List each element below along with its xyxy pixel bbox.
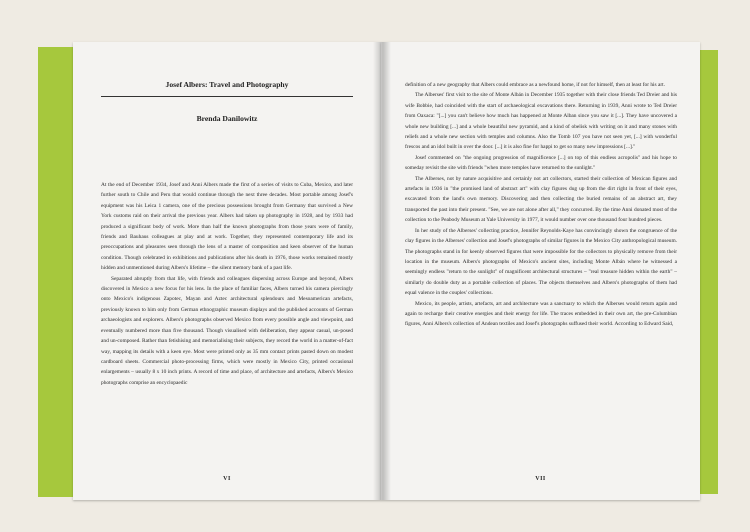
book-cover-edge-left: [38, 47, 76, 497]
paragraph: Separated abruptly from that life, with friends and colleagues dispersing across Europe and beyond, Albers discovered in Mexico a new focus for his lens. In the place of familiar faces, Albers turned his camera piercingly onto Mexico's indigenous Zapotec, Mayan and Aztec architectural splendours and Mesoamerican artefacts, previously known to him only from German ethnographic museum displays and the published accounts of German archaeologists and explorers. Albers's photographs observed Mexico from every possible angle and viewpoint, and eventually numbered more than five thousand. Though visualised with deliberation, they appear casual, un-posed and un-composed. Rather than fetishising and memorialising their subjects, they record the world in a matter-of-fact way, mapping its details with a keen eye. Most were printed only as 35 mm contact prints pasted down on modest cardboard sheets. Commercial photo-processing firms, which were mostly in Mexico City, printed occasional enlargements – usually 8 x 10 inch prints. A record of time and place, of architecture and artefacts, Albers's Mexico photographs comprise an encyclopaedic: [101, 275, 353, 386]
left-page: [73, 42, 381, 500]
right-page-text: [405, 80, 677, 330]
left-page-text: [101, 180, 353, 388]
paragraph: At the end of December 1934, Josef and Anni Albers made the first of a series of visits to Cuba, Mexico, and later further south to Chile and Peru that would continue through the next three decades. Most portable among Josef's equipment was his Leica 1 camera, one of the precious possessions brought from Germany that survived a New York customs raid on their arrival the previous year. Albers had taken up photography in 1928, and by 1933 had produced a significant body of work. More than half the known photographs from those years were of family, friends and Bauhaus colleagues at play and at work. Together, they represented contemporary life and its preoccupations and pleasures seen through the lens of a master of composition and keen observer of the human condition. Though celebrated in exhibitions and publications after his death in 1976, those works remained mostly hidden and unmentioned during Albers's lifetime – the silent memory bank of a past life.: [101, 182, 353, 272]
paragraph: The Alberses, not by nature acquisitive and certainly not art collectors, started their collection of Mexican figures and artefacts in 1936 in "the promised land of abstract art" with clay figures dug up from the dirt right in front of their eyes, excavated from the land's own memory. Discovering and then collecting the buried remains of an abstract art, they transported the past into their present. "See, we are not alone after all," they concurred. By the time Anni donated most of the collection to the Peabody Museum at Yale University in 1977, it would number over one thousand four hundred pieces.: [405, 175, 677, 224]
page-number-left: VI: [223, 476, 231, 482]
paragraph: Mexico, its people, artists, artefacts, art and architecture was a sanctuary to which the Alberses would return again and again to recharge their creative energies and their energy for life. The traces embedded in their own art, the pre-Columbian figures, Anni Albers's collection of Andean textiles and Josef's photographs suffused their world. According to Edward Said,: [405, 300, 677, 328]
paragraph: Josef commented on "the ongoing progression of magnificence [...] on top of this endless acropolis" and his hope to someday revisit the site with friends "when more temples have returned to the sunlight.": [405, 154, 677, 172]
chapter-title: Josef Albers: Travel and Photography: [165, 80, 289, 89]
title-rule: [101, 96, 353, 97]
paragraph: definition of a new geography that Albers could embrace as a newfound home, if not for himself, then at least for his art.: [405, 82, 666, 88]
book-spine-shadow: [373, 42, 391, 500]
page-number-right: VII: [535, 476, 546, 482]
right-page: [381, 42, 700, 500]
paragraph: The Alberses' first visit to the site of Monte Albán in December 1935 together with their close friends Ted Dreier and his wife Bobbie, had coincided with the start of archaeological excavations there. Returning in 1939, Anni wrote to Ted Dreier from Oaxaca: "[...] you can't believe how much has happened at Monte Alban since you saw it [...]. They have uncovered a whole new building [...] and a whole beautiful new pyramid, and a kind of obelisk with writing on it and many stones with reliefs and a whole new section with temples and columns. Also the Tomb 107 you have not seen yet, [...] with wonderful frescos and an idol built in over the door. [...] it is also fine for happi to get so many new impressions [...].": [405, 92, 677, 151]
paragraph: In her study of the Alberses' collecting practice, Jennifer Reynolds-Kaye has convincingly shown the congruence of the clay figures in the Alberses' collection and Josef's photographs of similar figures in the Mexico City anthropological museum. The photographs stand in for keenly observed figures that were impossible for the collectors to physically remove from their location in the museum. Albers's photographs of Mexico's ancient sites, including Monte Albán where he witnessed a seemingly endless "return to the sunlight" of magnificent architectural structures – "real treasure hidden within the earth" – similarly do double duty as a portable collection of places. The objects themselves and Albers's photographs of them had equal valence in the couples' collections.: [405, 227, 677, 297]
author-name: Brenda Danilowitz: [196, 114, 258, 123]
